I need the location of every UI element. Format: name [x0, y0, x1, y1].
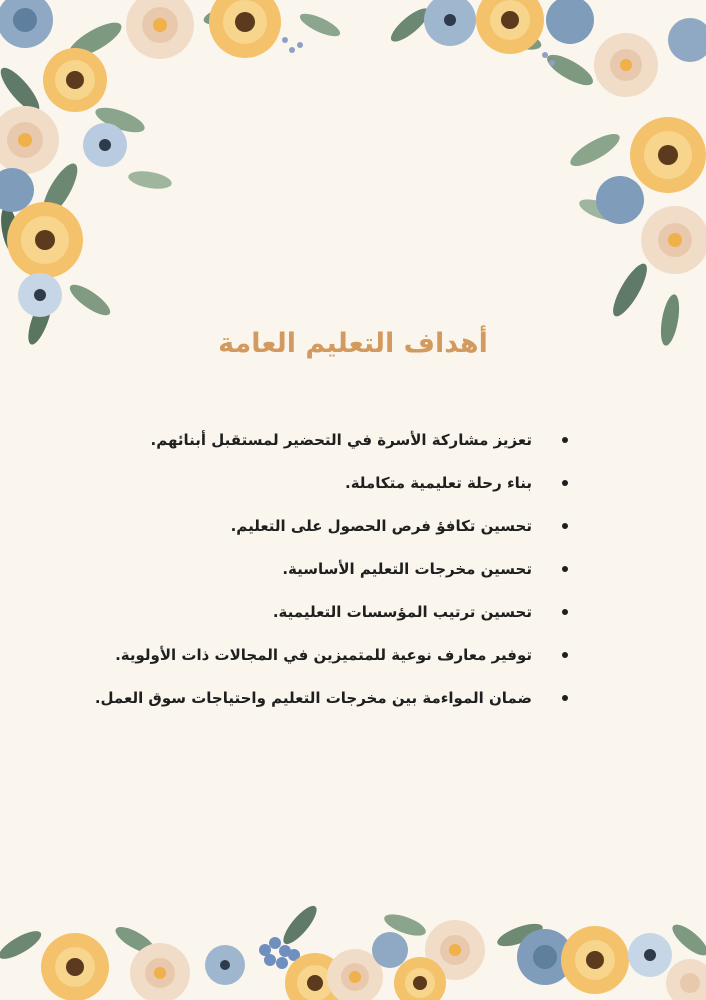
bullet-icon	[562, 652, 568, 658]
goals-list	[0, 425, 538, 726]
yellow-flower	[41, 933, 109, 1000]
bullet-icon	[562, 695, 568, 701]
bullet-icon	[562, 437, 568, 443]
list-item	[0, 640, 538, 683]
cream-rose	[666, 959, 706, 1000]
blue-flower	[83, 123, 127, 167]
blue-flower	[424, 0, 476, 46]
floral-corner-top-right	[370, 0, 706, 380]
blue-flower	[546, 0, 594, 44]
blue-flower	[596, 176, 644, 224]
goal-text: ضمان المواءمة بين مخرجات التعليم واحتياجات سوق العمل.	[94, 689, 532, 707]
floral-corner-top-left	[0, 0, 370, 380]
goal-text: تحسين ترتيب المؤسسات التعليمية.	[272, 603, 532, 621]
cream-rose	[130, 943, 190, 1000]
blue-flower	[372, 932, 408, 968]
cream-rose	[641, 206, 706, 274]
bullet-icon	[562, 523, 568, 529]
cream-rose	[126, 0, 194, 59]
blue-flower	[0, 168, 34, 212]
yellow-flower	[43, 48, 107, 112]
list-item	[0, 511, 538, 554]
page-title: أهداف التعليم العامة	[218, 328, 488, 359]
blue-flower	[205, 945, 245, 985]
bullet-icon	[562, 609, 568, 615]
yellow-flower	[7, 202, 83, 278]
goal-text: توفير معارف نوعية للمتميزين في المجالات ذات الأولوية.	[115, 646, 532, 664]
bullet-icon	[562, 480, 568, 486]
list-item	[0, 554, 538, 597]
yellow-flower	[561, 926, 629, 994]
blue-flower	[18, 273, 62, 317]
list-item	[0, 425, 538, 468]
yellow-flower	[630, 117, 706, 193]
goal-text: تعزيز مشاركة الأسرة في التحضير لمستقبل أبنائهم.	[150, 431, 532, 449]
cream-rose	[0, 106, 59, 174]
list-item	[0, 468, 538, 511]
goal-text: تحسين تكافؤ فرص الحصول على التعليم.	[230, 517, 532, 535]
yellow-flower	[209, 0, 281, 58]
cream-rose	[594, 33, 658, 97]
berries	[282, 37, 303, 53]
blue-flower	[0, 0, 53, 48]
blue-flower	[628, 933, 672, 977]
goal-text: بناء رحلة تعليمية متكاملة.	[345, 474, 532, 492]
bullet-icon	[562, 566, 568, 572]
list-item	[0, 597, 538, 640]
list-item	[0, 683, 538, 726]
blue-flower	[668, 18, 706, 62]
floral-border-bottom	[0, 895, 706, 1000]
goal-text: تحسين مخرجات التعليم الأساسية.	[282, 560, 532, 578]
